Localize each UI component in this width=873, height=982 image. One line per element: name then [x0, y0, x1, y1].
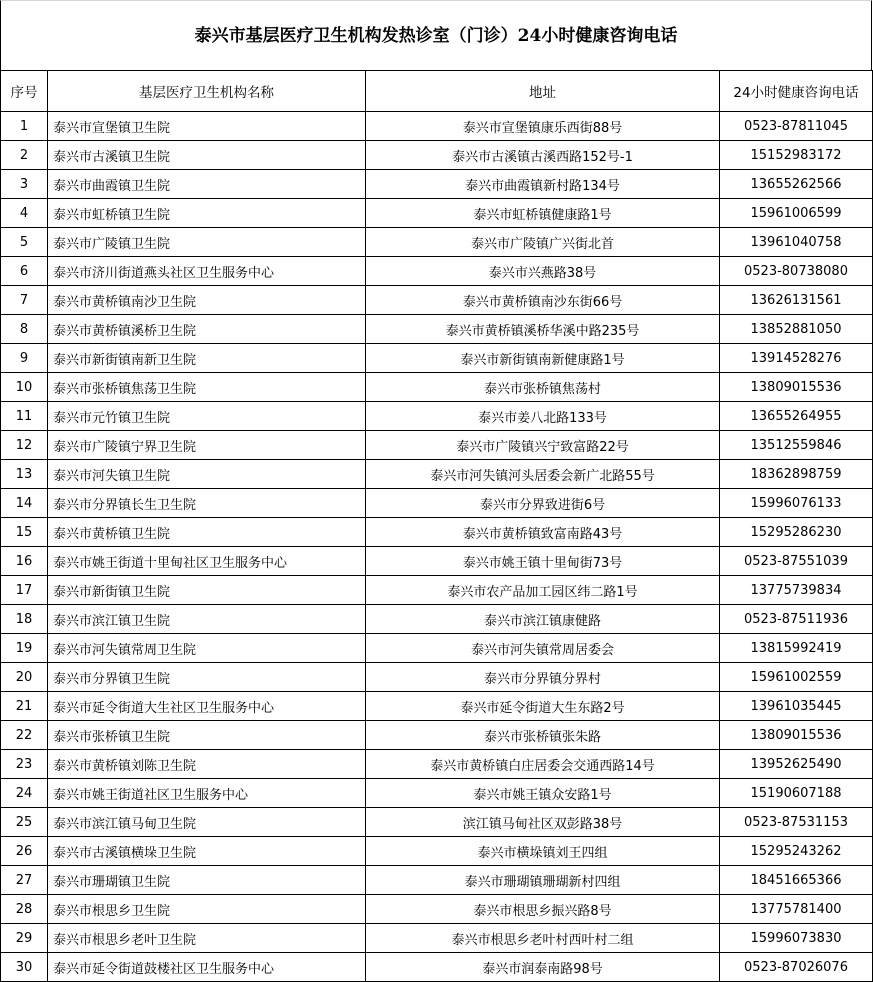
table-row — [1, 576, 873, 605]
cell-index: 3 — [1, 170, 48, 199]
cell-phone: 15996073830 — [720, 924, 873, 953]
cell-address: 泰兴市延令街道大生东路2号 — [366, 692, 720, 721]
cell-phone: 0523-87551039 — [720, 547, 873, 576]
cell-phone: 15295243262 — [720, 837, 873, 866]
cell-address: 泰兴市姜八北路133号 — [366, 402, 720, 431]
table-row — [1, 837, 873, 866]
cell-institution-name: 泰兴市姚王街道十里甸社区卫生服务中心 — [48, 547, 366, 576]
cell-index: 24 — [1, 779, 48, 808]
cell-address: 泰兴市分界致进街6号 — [366, 489, 720, 518]
table-header-row — [1, 71, 873, 112]
table-row — [1, 141, 873, 170]
cell-index: 7 — [1, 286, 48, 315]
cell-institution-name: 泰兴市分界镇长生卫生院 — [48, 489, 366, 518]
cell-address: 泰兴市河失镇常周居委会 — [366, 634, 720, 663]
cell-address: 滨江镇马甸社区双彭路38号 — [366, 808, 720, 837]
cell-institution-name: 泰兴市延令街道鼓楼社区卫生服务中心 — [48, 953, 366, 982]
cell-address: 泰兴市广陵镇广兴街北首 — [366, 228, 720, 257]
cell-institution-name: 泰兴市黄桥镇南沙卫生院 — [48, 286, 366, 315]
cell-address: 泰兴市根思乡老叶村西叶村二组 — [366, 924, 720, 953]
cell-institution-name: 泰兴市广陵镇卫生院 — [48, 228, 366, 257]
cell-phone: 0523-80738080 — [720, 257, 873, 286]
cell-phone: 13809015536 — [720, 721, 873, 750]
cell-address: 泰兴市宣堡镇康乐西街88号 — [366, 112, 720, 141]
table-row — [1, 228, 873, 257]
table-row — [1, 344, 873, 373]
table-row — [1, 721, 873, 750]
cell-institution-name: 泰兴市新街镇南新卫生院 — [48, 344, 366, 373]
cell-index: 15 — [1, 518, 48, 547]
cell-phone: 13961040758 — [720, 228, 873, 257]
cell-institution-name: 泰兴市分界镇卫生院 — [48, 663, 366, 692]
cell-address: 泰兴市姚王镇十里甸街73号 — [366, 547, 720, 576]
cell-institution-name: 泰兴市根思乡老叶卫生院 — [48, 924, 366, 953]
table-row — [1, 750, 873, 779]
cell-address: 泰兴市张桥镇张朱路 — [366, 721, 720, 750]
cell-index: 4 — [1, 199, 48, 228]
cell-index: 20 — [1, 663, 48, 692]
cell-institution-name: 泰兴市滨江镇马甸卫生院 — [48, 808, 366, 837]
cell-index: 11 — [1, 402, 48, 431]
cell-index: 16 — [1, 547, 48, 576]
cell-phone: 13952625490 — [720, 750, 873, 779]
table-row — [1, 373, 873, 402]
cell-institution-name: 泰兴市根思乡卫生院 — [48, 895, 366, 924]
cell-institution-name: 泰兴市宣堡镇卫生院 — [48, 112, 366, 141]
cell-index: 14 — [1, 489, 48, 518]
cell-phone: 13775739834 — [720, 576, 873, 605]
cell-phone: 13655264955 — [720, 402, 873, 431]
cell-institution-name: 泰兴市新街镇卫生院 — [48, 576, 366, 605]
cell-index: 23 — [1, 750, 48, 779]
cell-institution-name: 泰兴市虹桥镇卫生院 — [48, 199, 366, 228]
cell-institution-name: 泰兴市姚王街道社区卫生服务中心 — [48, 779, 366, 808]
table-row — [1, 953, 873, 982]
cell-institution-name: 泰兴市黄桥镇刘陈卫生院 — [48, 750, 366, 779]
cell-index: 9 — [1, 344, 48, 373]
cell-index: 21 — [1, 692, 48, 721]
table-row — [1, 866, 873, 895]
cell-index: 29 — [1, 924, 48, 953]
cell-address: 泰兴市根思乡振兴路8号 — [366, 895, 720, 924]
cell-institution-name: 泰兴市古溪镇卫生院 — [48, 141, 366, 170]
cell-index: 28 — [1, 895, 48, 924]
header-address: 地址 — [366, 71, 720, 112]
table-row — [1, 634, 873, 663]
table-row — [1, 518, 873, 547]
cell-phone: 13626131561 — [720, 286, 873, 315]
cell-institution-name: 泰兴市珊瑚镇卫生院 — [48, 866, 366, 895]
cell-index: 5 — [1, 228, 48, 257]
cell-phone: 15152983172 — [720, 141, 873, 170]
table-row — [1, 170, 873, 199]
table-row — [1, 605, 873, 634]
cell-institution-name: 泰兴市张桥镇卫生院 — [48, 721, 366, 750]
cell-phone: 15190607188 — [720, 779, 873, 808]
cell-institution-name: 泰兴市河失镇常周卫生院 — [48, 634, 366, 663]
table-row — [1, 895, 873, 924]
cell-address: 泰兴市张桥镇焦荡村 — [366, 373, 720, 402]
cell-institution-name: 泰兴市元竹镇卫生院 — [48, 402, 366, 431]
table-row — [1, 779, 873, 808]
cell-index: 10 — [1, 373, 48, 402]
header-name: 基层医疗卫生机构名称 — [48, 71, 366, 112]
table-body — [1, 112, 873, 982]
clinic-table — [0, 70, 873, 982]
cell-address: 泰兴市滨江镇康健路 — [366, 605, 720, 634]
table-row — [1, 315, 873, 344]
cell-index: 13 — [1, 460, 48, 489]
cell-institution-name: 泰兴市古溪镇横垛卫生院 — [48, 837, 366, 866]
cell-index: 17 — [1, 576, 48, 605]
cell-institution-name: 泰兴市张桥镇焦荡卫生院 — [48, 373, 366, 402]
cell-address: 泰兴市润泰南路98号 — [366, 953, 720, 982]
cell-phone: 13815992419 — [720, 634, 873, 663]
header-index: 序号 — [1, 71, 48, 112]
cell-phone: 0523-87511936 — [720, 605, 873, 634]
table-row — [1, 431, 873, 460]
table-row — [1, 489, 873, 518]
cell-index: 8 — [1, 315, 48, 344]
cell-address: 泰兴市珊瑚镇珊瑚新村四组 — [366, 866, 720, 895]
cell-address: 泰兴市河失镇河头居委会新广北路55号 — [366, 460, 720, 489]
cell-phone: 0523-87531153 — [720, 808, 873, 837]
document-title: 泰兴市基层医疗卫生机构发热诊室（门诊）24小时健康咨询电话 — [0, 0, 872, 70]
table-row — [1, 199, 873, 228]
cell-institution-name: 泰兴市黄桥镇卫生院 — [48, 518, 366, 547]
cell-index: 19 — [1, 634, 48, 663]
cell-phone: 15996076133 — [720, 489, 873, 518]
cell-address: 泰兴市曲霞镇新村路134号 — [366, 170, 720, 199]
cell-address: 泰兴市黄桥镇白庄居委会交通西路14号 — [366, 750, 720, 779]
cell-address: 泰兴市古溪镇古溪西路152号-1 — [366, 141, 720, 170]
cell-phone: 18451665366 — [720, 866, 873, 895]
cell-address: 泰兴市虹桥镇健康路1号 — [366, 199, 720, 228]
cell-phone: 13852881050 — [720, 315, 873, 344]
cell-index: 2 — [1, 141, 48, 170]
cell-index: 25 — [1, 808, 48, 837]
table-row — [1, 257, 873, 286]
cell-index: 27 — [1, 866, 48, 895]
cell-index: 6 — [1, 257, 48, 286]
cell-phone: 15961002559 — [720, 663, 873, 692]
cell-phone: 13775781400 — [720, 895, 873, 924]
table-row — [1, 924, 873, 953]
cell-index: 22 — [1, 721, 48, 750]
cell-index: 18 — [1, 605, 48, 634]
cell-phone: 15961006599 — [720, 199, 873, 228]
cell-address: 泰兴市黄桥镇致富南路43号 — [366, 518, 720, 547]
cell-phone: 13809015536 — [720, 373, 873, 402]
table-row — [1, 286, 873, 315]
table-row — [1, 663, 873, 692]
cell-address: 泰兴市分界镇分界村 — [366, 663, 720, 692]
cell-index: 1 — [1, 112, 48, 141]
cell-address: 泰兴市农产品加工园区纬二路1号 — [366, 576, 720, 605]
cell-address: 泰兴市新街镇南新健康路1号 — [366, 344, 720, 373]
header-phone: 24小时健康咨询电话 — [720, 71, 873, 112]
cell-address: 泰兴市姚王镇众安路1号 — [366, 779, 720, 808]
cell-institution-name: 泰兴市广陵镇宁界卫生院 — [48, 431, 366, 460]
cell-phone: 15295286230 — [720, 518, 873, 547]
cell-phone: 13512559846 — [720, 431, 873, 460]
cell-institution-name: 泰兴市延令街道大生社区卫生服务中心 — [48, 692, 366, 721]
cell-institution-name: 泰兴市滨江镇卫生院 — [48, 605, 366, 634]
cell-phone: 13914528276 — [720, 344, 873, 373]
cell-index: 30 — [1, 953, 48, 982]
cell-index: 26 — [1, 837, 48, 866]
table-row — [1, 112, 873, 141]
cell-institution-name: 泰兴市曲霞镇卫生院 — [48, 170, 366, 199]
table-row — [1, 547, 873, 576]
cell-phone: 0523-87811045 — [720, 112, 873, 141]
table-row — [1, 808, 873, 837]
cell-address: 泰兴市广陵镇兴宁致富路22号 — [366, 431, 720, 460]
cell-institution-name: 泰兴市济川街道燕头社区卫生服务中心 — [48, 257, 366, 286]
cell-address: 泰兴市黄桥镇溪桥华溪中路235号 — [366, 315, 720, 344]
cell-address: 泰兴市兴燕路38号 — [366, 257, 720, 286]
cell-institution-name: 泰兴市黄桥镇溪桥卫生院 — [48, 315, 366, 344]
cell-phone: 0523-87026076 — [720, 953, 873, 982]
cell-index: 12 — [1, 431, 48, 460]
cell-phone: 13961035445 — [720, 692, 873, 721]
table-row — [1, 692, 873, 721]
cell-phone: 18362898759 — [720, 460, 873, 489]
table-row — [1, 402, 873, 431]
cell-address: 泰兴市横垛镇刘王四组 — [366, 837, 720, 866]
cell-phone: 13655262566 — [720, 170, 873, 199]
cell-institution-name: 泰兴市河失镇卫生院 — [48, 460, 366, 489]
table-row — [1, 460, 873, 489]
cell-address: 泰兴市黄桥镇南沙东街66号 — [366, 286, 720, 315]
